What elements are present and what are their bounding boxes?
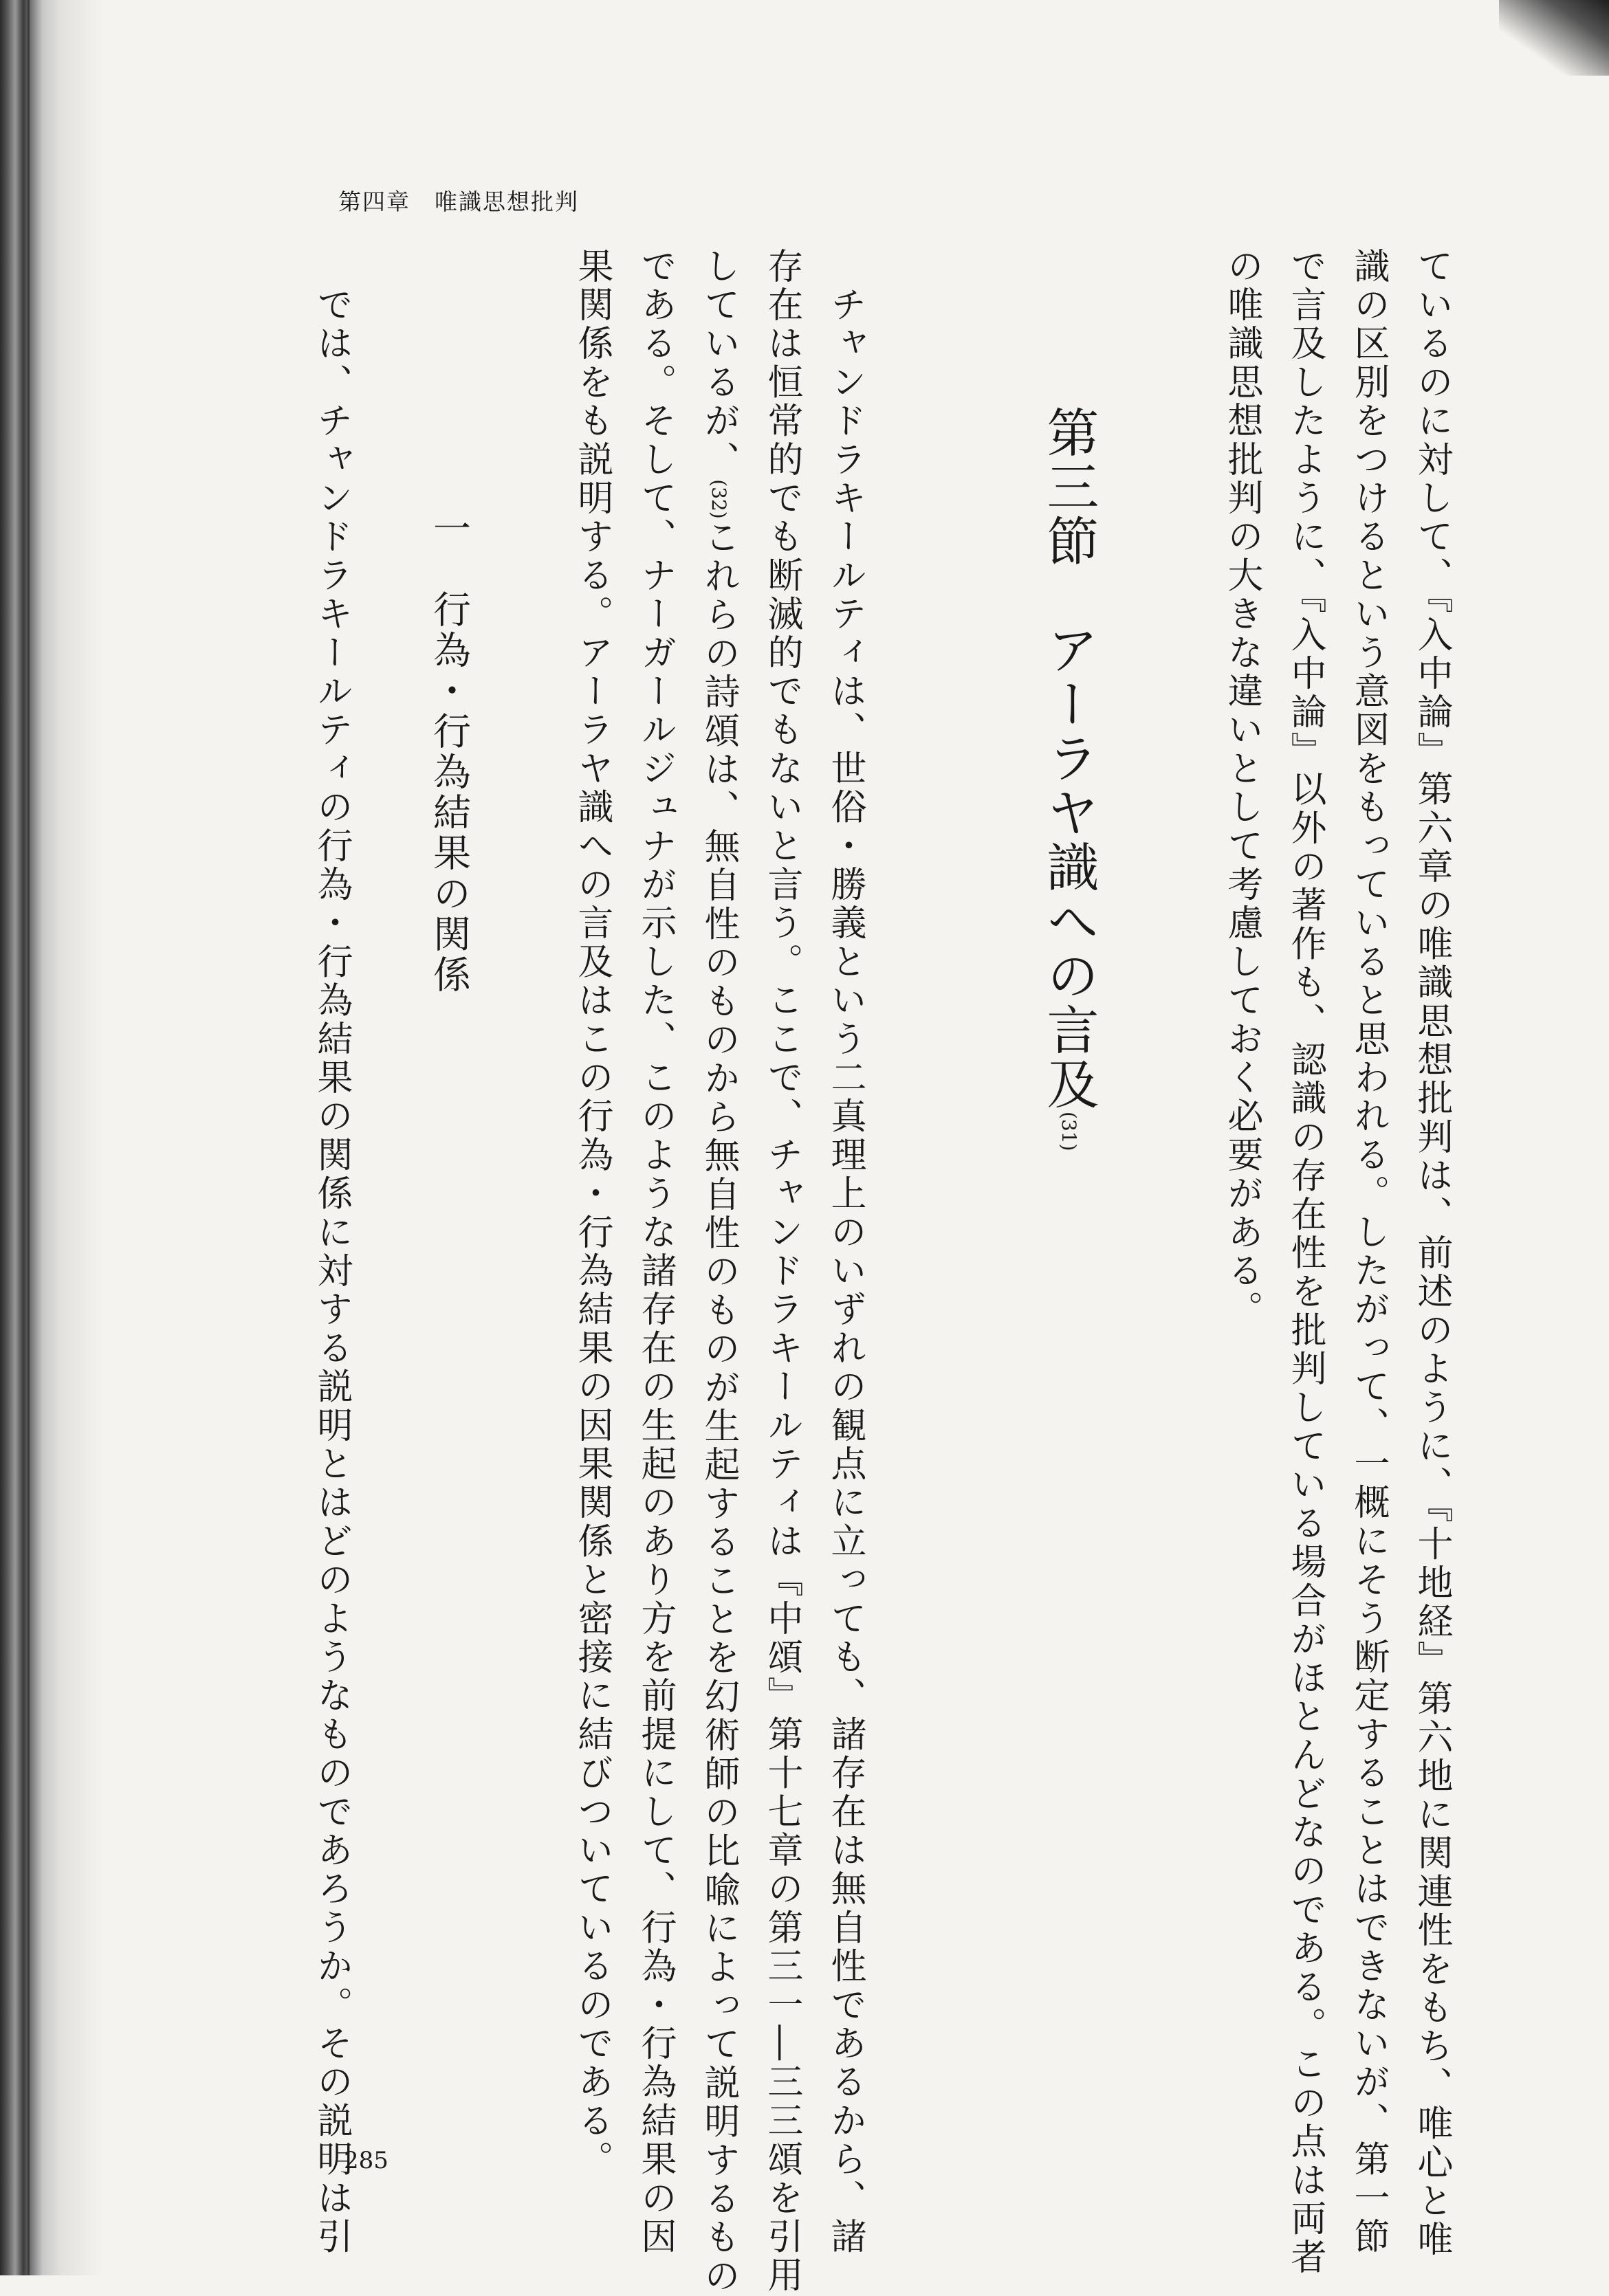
page-number: 285 bbox=[344, 2147, 388, 2174]
note-reference: (31) bbox=[1058, 1112, 1080, 1151]
paragraph-line: しているが、(32)これらの詩頌は、無自性のものから無自性のものが生起することを幻術師の比喩によって説明するもの bbox=[698, 247, 739, 2296]
paragraph-line: 存在は恒常的でも断滅的でもないと言う。ここで、チャンドラキールティは『中頌』第十七章の第三一―三三頌を引用 bbox=[761, 247, 802, 2295]
section-heading bbox=[1038, 406, 1099, 1151]
page-corner-shadow bbox=[1499, 0, 1609, 76]
section-title: 第三節 アーラヤ識への言及 bbox=[1038, 406, 1099, 1112]
paragraph-line: で言及したように、『入中論』以外の著作も、認識の存在性を批判している場合がほとんどなのである。この点は両者 bbox=[1284, 247, 1326, 2277]
paragraph-line: である。そして、ナーガールジュナが示した、このような諸存在の生起のあり方を前提にして、行為・行為結果の因 bbox=[635, 247, 676, 2257]
paragraph-line: の唯識思想批判の大きな違いとして考慮しておく必要がある。 bbox=[1221, 247, 1262, 1329]
paragraph-line: チャンドラキールティは、世俗・勝義という二真理上のいずれの観点に立っても、諸存在は無自性であるから、諸 bbox=[824, 247, 866, 2257]
paragraph-line: 識の区別をつけるという意図をもっていると思われる。したがって、一概にそう断定することはできないが、第一節 bbox=[1348, 247, 1389, 2257]
binding-line bbox=[28, 0, 30, 2275]
running-head: 第四章 唯識思想批判 bbox=[338, 188, 579, 215]
subsection-heading: 一 行為・行為結果の関係 bbox=[427, 509, 471, 995]
paragraph-line: 果関係をも説明する。アーラヤ識への言及はこの行為・行為結果の因果関係と密接に結びついているのである。 bbox=[571, 247, 613, 2179]
paragraph-line: ているのに対して、『入中論』第六章の唯識思想批判は、前述のように、『十地経』第六地に関連性をもち、唯心と唯 bbox=[1411, 247, 1452, 2260]
paragraph-line: では、チャンドラキールティの行為・行為結果の関係に対する説明とはどのようなものであろうか。その説明は引 bbox=[311, 247, 352, 2257]
note-reference: (32) bbox=[708, 479, 730, 519]
binding-shadow bbox=[0, 0, 103, 2275]
